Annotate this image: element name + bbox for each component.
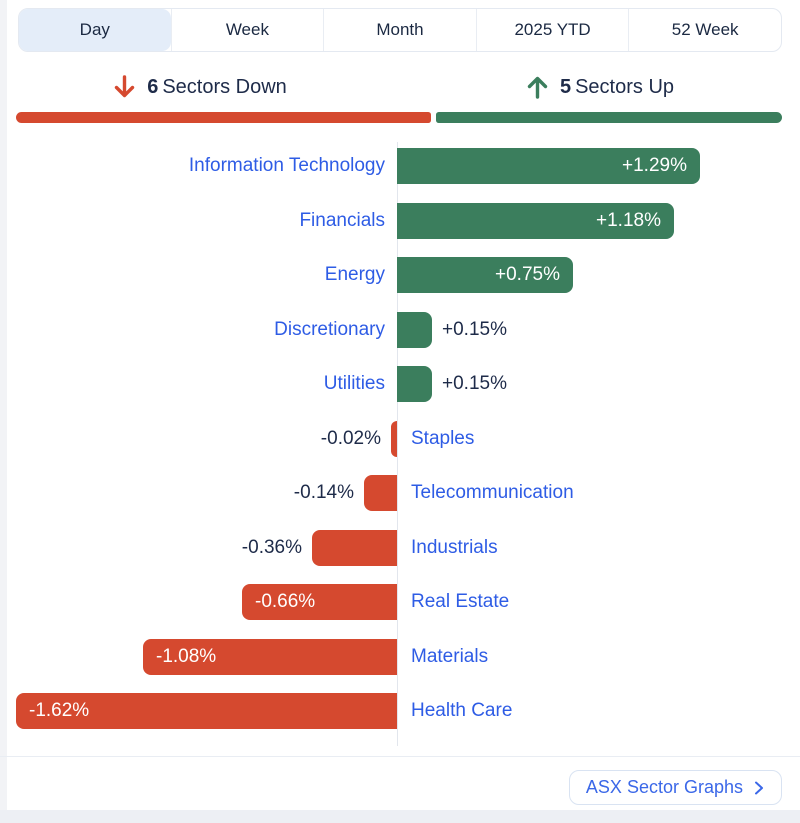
period-tabs — [18, 8, 782, 52]
down-arrow-icon — [113, 74, 136, 100]
sector-label[interactable]: Industrials — [411, 536, 498, 558]
sector-label[interactable]: Staples — [411, 427, 475, 449]
sector-row — [0, 473, 800, 528]
sectors-up-count: 5 — [559, 75, 572, 98]
sector-value: +0.15% — [442, 318, 507, 340]
up-arrow-icon — [526, 74, 549, 100]
sector-label[interactable]: Telecommunication — [411, 482, 574, 503]
sector-row — [0, 146, 800, 201]
sector-value: +1.29% — [622, 155, 687, 176]
sector-label[interactable]: Utilities — [323, 373, 385, 394]
sector-row — [0, 364, 800, 419]
sector-value: +0.75% — [495, 264, 560, 285]
footer-divider — [0, 756, 800, 757]
chevron-right-icon — [753, 780, 765, 796]
sector-value: -0.02% — [320, 427, 381, 449]
sectors-up-label: Sectors Up — [575, 75, 675, 98]
sectors-up-summary — [400, 68, 800, 106]
sector-value: -0.66% — [255, 591, 316, 612]
sector-bar — [397, 366, 432, 402]
sectors-down-count: 6 — [147, 75, 159, 98]
sector-label[interactable]: Materials — [411, 645, 489, 667]
sector-value: +0.15% — [442, 373, 507, 394]
sector-bar — [242, 584, 397, 620]
sectors-down-summary — [0, 68, 400, 106]
sector-row — [0, 201, 800, 256]
sector-label[interactable]: Discretionary — [274, 318, 385, 340]
sector-bar — [397, 203, 674, 239]
sector-bar — [16, 693, 397, 729]
sector-bar — [397, 312, 432, 348]
sectors-down-text — [147, 76, 287, 99]
sector-value: -1.62% — [29, 700, 90, 721]
sector-row — [0, 637, 800, 692]
sector-row — [0, 255, 800, 310]
sectors-up-text — [560, 76, 674, 99]
sector-label[interactable]: Financials — [299, 209, 385, 231]
sector-value: -1.08% — [156, 645, 217, 667]
sector-row — [0, 528, 800, 583]
sector-bar — [397, 148, 700, 184]
asx-sector-graphs-button[interactable] — [569, 770, 782, 805]
sector-label[interactable]: Real Estate — [411, 591, 510, 612]
page-bottom-margin — [0, 810, 800, 823]
breadth-bar-up-segment — [436, 112, 782, 123]
sector-bar — [312, 530, 397, 566]
sector-summary — [0, 68, 800, 106]
tab-week[interactable]: Week — [171, 9, 324, 51]
breadth-bar-down-segment — [16, 112, 431, 123]
sector-bar — [391, 421, 397, 457]
sector-row — [0, 582, 800, 637]
sector-label[interactable]: Information Technology — [188, 155, 385, 176]
sector-label[interactable]: Energy — [324, 264, 385, 285]
sector-bar — [143, 639, 397, 675]
sector-row — [0, 691, 800, 746]
sector-row — [0, 419, 800, 474]
sectors-down-label: Sectors Down — [162, 75, 287, 98]
sector-chart — [0, 146, 800, 747]
tab-52-week[interactable]: 52 Week — [628, 9, 781, 51]
tab-month[interactable]: Month — [323, 9, 476, 51]
asx-sector-graphs-label: ASX Sector Graphs — [585, 777, 743, 797]
sector-value: +1.18% — [596, 209, 661, 231]
sector-value: -0.36% — [241, 536, 302, 558]
sector-value: -0.14% — [293, 482, 354, 503]
tab-day[interactable]: Day — [19, 9, 171, 51]
sector-bar — [364, 475, 397, 511]
sector-bar — [397, 257, 573, 293]
sector-row — [0, 310, 800, 365]
breadth-bar — [16, 112, 782, 123]
sector-label[interactable]: Health Care — [411, 700, 513, 721]
tab-2025-ytd[interactable]: 2025 YTD — [476, 9, 629, 51]
